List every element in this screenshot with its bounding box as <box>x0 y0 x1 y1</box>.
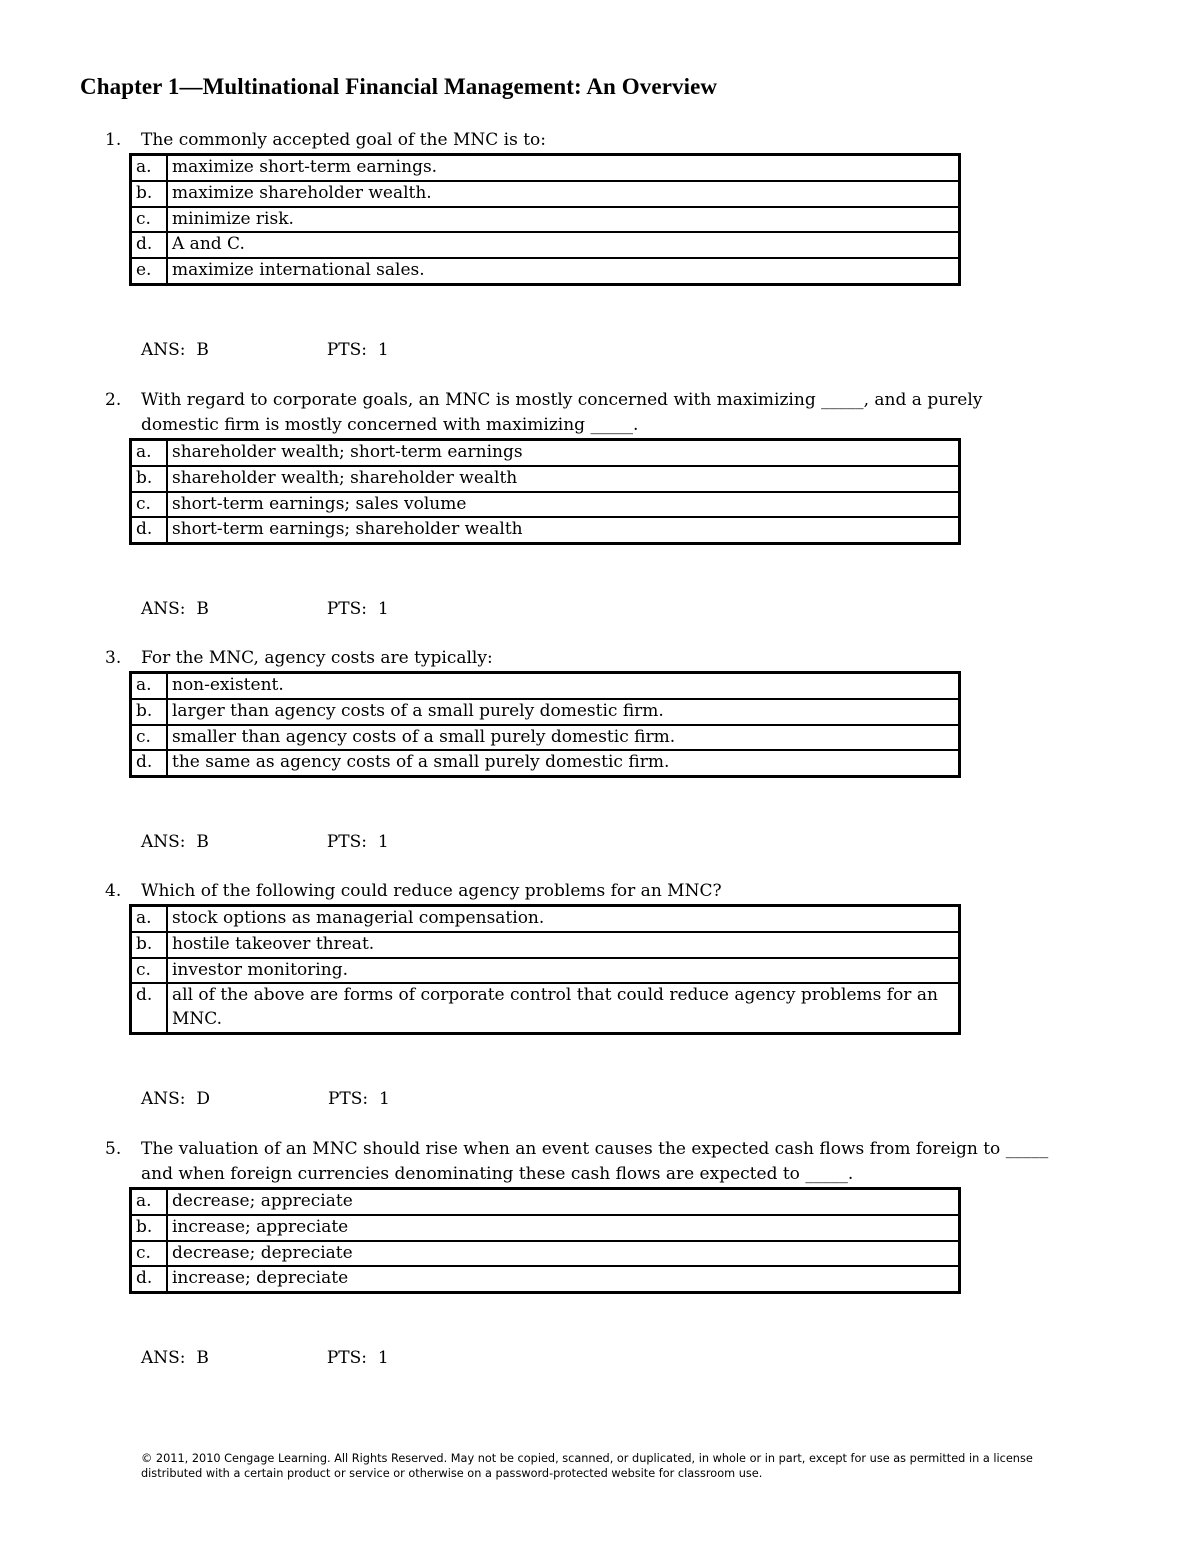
option-row <box>131 750 960 776</box>
option-text: maximize shareholder wealth. <box>167 181 960 207</box>
ans-label: ANS: <box>141 599 186 620</box>
option-letter: b. <box>131 932 168 958</box>
option-row <box>131 1215 960 1241</box>
option-text: increase; depreciate <box>167 1266 960 1292</box>
option-row <box>131 906 960 932</box>
option-row <box>131 181 960 207</box>
option-text: short-term earnings; sales volume <box>167 492 960 518</box>
option-text: decrease; depreciate <box>167 1241 960 1267</box>
option-row <box>131 232 960 258</box>
answer-line <box>105 597 1065 621</box>
option-row <box>131 699 960 725</box>
pts-label: PTS: <box>326 832 367 853</box>
question-stem <box>105 388 1065 438</box>
option-letter: a. <box>131 440 168 466</box>
option-row <box>131 1241 960 1267</box>
question-stem <box>105 646 1065 671</box>
options-table <box>129 1187 961 1294</box>
options-table <box>129 153 961 286</box>
question-stem <box>105 128 1065 153</box>
pts-value: 1 <box>377 599 389 620</box>
question-2 <box>105 388 1065 621</box>
pts-label: PTS: <box>326 599 367 620</box>
question-text: The commonly accepted goal of the MNC is to: <box>141 130 546 150</box>
option-letter: d. <box>131 517 168 543</box>
options-table <box>129 671 961 778</box>
ans-label: ANS: <box>141 832 186 853</box>
pts-value: 1 <box>377 1348 389 1369</box>
option-row <box>131 492 960 518</box>
option-text: smaller than agency costs of a small purely domestic firm. <box>167 725 960 751</box>
question-1 <box>105 128 1065 362</box>
question-number: 2. <box>105 390 122 410</box>
option-row <box>131 466 960 492</box>
question-number: 3. <box>105 648 122 668</box>
ans-value: B <box>196 339 209 360</box>
option-text: minimize risk. <box>167 207 960 233</box>
option-letter: d. <box>131 983 168 1033</box>
option-row <box>131 517 960 543</box>
question-text: For the MNC, agency costs are typically: <box>141 648 493 668</box>
ans-value: B <box>196 832 209 853</box>
option-letter: c. <box>131 492 168 518</box>
question-4 <box>105 879 1065 1111</box>
ans-label: ANS: <box>141 339 186 360</box>
option-row <box>131 258 960 284</box>
option-letter: c. <box>131 1241 168 1267</box>
option-text: increase; appreciate <box>167 1215 960 1241</box>
option-row <box>131 958 960 984</box>
pts-value: 1 <box>378 1088 390 1109</box>
copyright-footer: © 2011, 2010 Cengage Learning. All Rights Reserved. May not be copied, scanned, or duplicated, in whole or in part, except for use as permitted in a license distributed with a certain product or service or otherwise on a password-protected website for classroom use. <box>141 1452 1033 1480</box>
option-row <box>131 155 960 181</box>
option-row <box>131 673 960 699</box>
option-letter: d. <box>131 232 168 258</box>
option-letter: a. <box>131 906 168 932</box>
option-row <box>131 440 960 466</box>
pts-label: PTS: <box>326 1348 367 1369</box>
option-text: maximize international sales. <box>167 258 960 284</box>
question-5 <box>105 1137 1065 1370</box>
option-text: shareholder wealth; short-term earnings <box>167 440 960 466</box>
option-text: short-term earnings; shareholder wealth <box>167 517 960 543</box>
option-text: investor monitoring. <box>167 958 960 984</box>
option-letter: b. <box>131 699 168 725</box>
options-table <box>129 904 961 1035</box>
answer-line <box>105 1087 1065 1111</box>
ans-value: D <box>196 1088 210 1109</box>
question-stem <box>105 1137 1065 1187</box>
option-letter: d. <box>131 750 168 776</box>
option-text: all of the above are forms of corporate control that could reduce agency problems for an MNC. <box>167 983 960 1033</box>
option-text: hostile takeover threat. <box>167 932 960 958</box>
question-number: 1. <box>105 130 122 150</box>
option-letter: a. <box>131 1189 168 1215</box>
question-number: 5. <box>105 1139 122 1159</box>
option-letter: c. <box>131 958 168 984</box>
option-letter: d. <box>131 1266 168 1292</box>
option-text: stock options as managerial compensation. <box>167 906 960 932</box>
option-text: the same as agency costs of a small purely domestic firm. <box>167 750 960 776</box>
question-number: 4. <box>105 881 122 901</box>
option-letter: c. <box>131 725 168 751</box>
option-letter: b. <box>131 466 168 492</box>
option-letter: a. <box>131 155 168 181</box>
option-text: larger than agency costs of a small purely domestic firm. <box>167 699 960 725</box>
pts-label: PTS: <box>326 339 367 360</box>
option-row <box>131 725 960 751</box>
pts-label: PTS: <box>327 1088 369 1109</box>
options-table <box>129 438 961 545</box>
option-text: A and C. <box>167 232 960 258</box>
option-text: maximize short-term earnings. <box>167 155 960 181</box>
pts-value: 1 <box>377 832 389 853</box>
option-row <box>131 1189 960 1215</box>
option-row <box>131 983 960 1033</box>
option-row <box>131 1266 960 1292</box>
option-letter: a. <box>131 673 168 699</box>
ans-value: B <box>196 599 209 620</box>
option-row <box>131 932 960 958</box>
ans-label: ANS: <box>141 1088 186 1109</box>
ans-value: B <box>196 1348 209 1369</box>
question-text: The valuation of an MNC should rise when an event causes the expected cash flows from foreign to _____ and when foreign currencies denominating these cash flows are expected to _____. <box>141 1139 1049 1184</box>
question-3 <box>105 646 1065 854</box>
option-letter: c. <box>131 207 168 233</box>
option-letter: b. <box>131 1215 168 1241</box>
option-letter: b. <box>131 181 168 207</box>
option-letter: e. <box>131 258 168 284</box>
page-title: Chapter 1—Multinational Financial Management: An Overview <box>80 74 718 99</box>
answer-line <box>105 830 1065 854</box>
option-text: shareholder wealth; shareholder wealth <box>167 466 960 492</box>
question-stem <box>105 879 1065 904</box>
pts-value: 1 <box>377 339 389 360</box>
question-text: Which of the following could reduce agency problems for an MNC? <box>141 881 722 901</box>
option-text: non-existent. <box>167 673 960 699</box>
option-text: decrease; appreciate <box>167 1189 960 1215</box>
option-row <box>131 207 960 233</box>
ans-label: ANS: <box>141 1348 186 1369</box>
question-text: With regard to corporate goals, an MNC is mostly concerned with maximizing _____, and a purely domestic firm is mostly concerned with maximizing _____. <box>141 390 983 435</box>
answer-line <box>105 338 1065 362</box>
answer-line <box>105 1346 1065 1370</box>
